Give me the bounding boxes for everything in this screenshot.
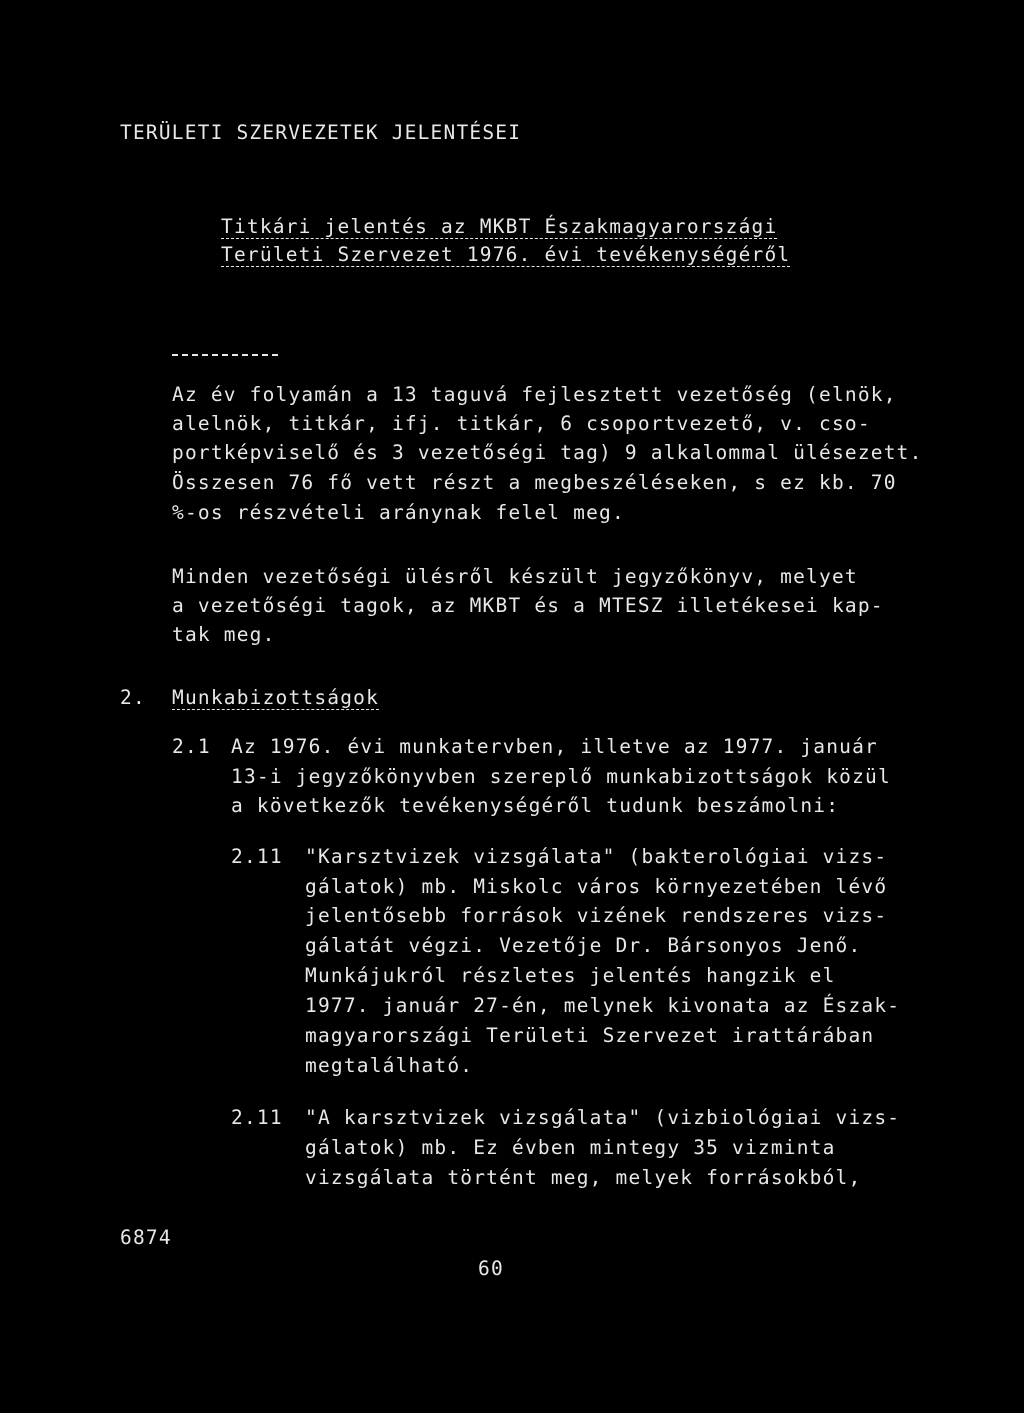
item-2-11-a-line: gálatát végzi. Vezetője Dr. Bársonyos Jenő.	[305, 934, 862, 957]
item-2-1-line: 13-i jegyzőkönyvben szereplő munkabizottságok közül	[231, 765, 891, 788]
item-2-11-b-line: gálatok) mb. Ez évben mintegy 35 vizminta	[305, 1136, 836, 1159]
item-2-11-a-line: 1977. január 27-én, melynek kivonata az Észak-	[305, 994, 901, 1017]
minutes-line: a vezetőségi tagok, az MKBT és a MTESZ illetékesei kap-	[172, 594, 884, 617]
item-2-11-a-line: jelentősebb források vizének rendszeres vizs-	[305, 904, 888, 927]
intro-line: Az év folyamán a 13 taguvá fejlesztett vezetőség (elnök,	[172, 383, 897, 406]
item-2-11-a-number: 2.11	[231, 845, 283, 868]
item-2-1-line: a következők tevékenységéről tudunk beszámolni:	[231, 794, 840, 817]
intro-line: Összesen 76 fő vett részt a megbeszéléseken, s ez kb. 70	[172, 471, 897, 494]
section-2-title: Munkabizottságok	[172, 686, 380, 709]
item-2-11-b-line: "A karsztvizek vizsgálata" (vizbiológiai vizs-	[305, 1106, 901, 1129]
page-number: 60	[478, 1257, 504, 1280]
section-2-number: 2.	[120, 686, 146, 709]
item-2-11-a-line: magyarországi Területi Szervezet irattárában	[305, 1024, 875, 1047]
title-separator-rule	[172, 354, 278, 356]
minutes-line: Minden vezetőségi ülésről készült jegyzőkönyv, melyet	[172, 565, 858, 588]
item-2-1-line: Az 1976. évi munkatervben, illetve az 1977. január	[231, 735, 878, 758]
intro-line: %-os részvételi aránynak felel meg.	[172, 501, 625, 524]
minutes-line: tak meg.	[172, 623, 276, 646]
item-2-11-a-line: gálatok) mb. Miskolc város környezetében lévő	[305, 875, 888, 898]
item-2-1-number: 2.1	[172, 735, 211, 758]
section-header: TERÜLETI SZERVEZETEK JELENTÉSEI	[120, 121, 522, 144]
item-2-11-a-line: megtalálható.	[305, 1054, 474, 1077]
report-title-line-1: Titkári jelentés az MKBT Északmagyarországi	[221, 215, 778, 238]
item-2-11-b-line: vizsgálata történt meg, melyek forrásokból,	[305, 1166, 862, 1189]
item-2-11-a-line: "Karsztvizek vizsgálata" (bakterológiai vizs-	[305, 845, 888, 868]
report-title-line-2: Területi Szervezet 1976. évi tevékenységéről	[221, 243, 791, 266]
intro-line: alelnök, titkár, ifj. titkár, 6 csoportvezető, v. cso-	[172, 412, 871, 435]
item-2-11-a-line: Munkájukról részletes jelentés hangzik el	[305, 964, 836, 987]
intro-line: portképviselő és 3 vezetőségi tag) 9 alkalommal ülésezett.	[172, 441, 923, 464]
item-2-11-b-number: 2.11	[231, 1106, 283, 1129]
footer-left-number: 6874	[120, 1226, 172, 1249]
